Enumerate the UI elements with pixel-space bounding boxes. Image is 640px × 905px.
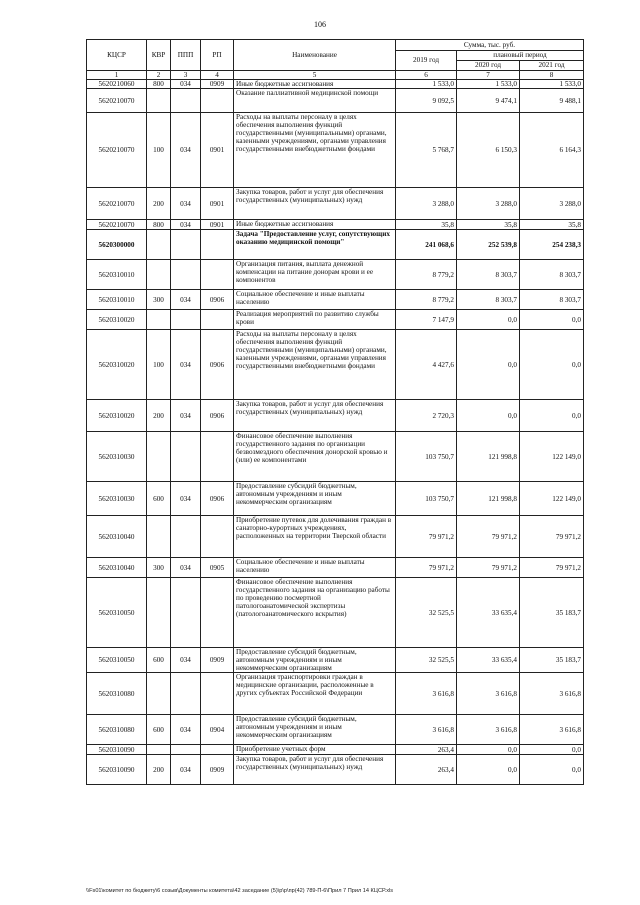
value-2021-cell: 35 183,7 [520,578,584,648]
value-2021-cell: 1 533,0 [520,80,584,89]
name-cell: Предоставление субсидий бюджетным, автономным учреждениям и иным некоммерческим организациям [234,648,396,673]
header-kcsr: КЦСР [87,40,147,71]
ppp-cell: 034 [171,755,201,785]
table-row [87,330,584,400]
value-2021-cell: 8 303,7 [520,290,584,310]
kcsr-cell: 5620210070 [87,89,147,113]
value-2021-cell: 0,0 [520,755,584,785]
column-number-row [87,71,584,80]
name-cell: Финансовое обеспечение выполнения государственного задания на организацию работы по проведению посмертной патологоанатомической экспертизы (патологоанатомического вскрытия) [234,578,396,648]
rp-cell: 0909 [201,755,234,785]
column-number: 4 [201,71,234,80]
table-row [87,755,584,785]
value-2020-cell: 79 971,2 [457,516,520,558]
kvr-cell [147,673,171,715]
name-cell: Приобретение учетных форм [234,745,396,755]
value-2020-cell: 6 150,3 [457,113,520,188]
kvr-cell: 300 [147,290,171,310]
name-cell: Оказание паллиативной медицинской помощи [234,89,396,113]
kvr-cell: 600 [147,482,171,516]
header-name: Наименование [234,40,396,71]
rp-cell: 0901 [201,188,234,220]
name-cell: Приобретение путевок для долечивания граждан в санаторно-курортных учреждениях, расположенных на территории Тверской области [234,516,396,558]
value-2020-cell: 9 474,1 [457,89,520,113]
kcsr-cell: 5620310040 [87,516,147,558]
value-2020-cell: 252 539,8 [457,230,520,260]
rp-cell [201,310,234,330]
table-body [87,80,584,785]
column-number: 6 [396,71,457,80]
rp-cell [201,432,234,482]
value-2019-cell: 241 068,6 [396,230,457,260]
rp-cell [201,578,234,648]
kvr-cell [147,516,171,558]
ppp-cell: 034 [171,188,201,220]
name-cell: Финансовое обеспечение выполнения государственного задания по организации безвозмездного обеспечения донорской кровью и (или) ее компонентами [234,432,396,482]
header-sum: Сумма, тыс. руб. [396,40,584,51]
value-2021-cell: 35 183,7 [520,648,584,673]
kcsr-cell: 5620310030 [87,432,147,482]
table-header [87,40,584,80]
table-row [87,516,584,558]
value-2020-cell: 1 533,0 [457,80,520,89]
value-2020-cell: 0,0 [457,745,520,755]
kcsr-cell: 5620310090 [87,755,147,785]
table-row [87,80,584,89]
rp-cell: 0906 [201,330,234,400]
value-2019-cell: 263,4 [396,755,457,785]
value-2020-cell: 33 635,4 [457,578,520,648]
value-2019-cell: 9 092,5 [396,89,457,113]
value-2019-cell: 3 616,8 [396,673,457,715]
value-2021-cell: 254 238,3 [520,230,584,260]
kcsr-cell: 5620310080 [87,715,147,745]
name-cell: Организация питания, выплата денежной компенсации на питание донорам крови и ее компонентов [234,260,396,290]
footer-file-path: \\Fs01\комитет по бюджету\6 созыв\Документы комитета\42 заседание (5)\р\р\пр(42) 789-П-6\Прил 7 Прил 14 КЦСР.xls [86,888,394,894]
header-2019: 2019 год [396,51,457,71]
value-2021-cell: 8 303,7 [520,260,584,290]
value-2019-cell: 263,4 [396,745,457,755]
value-2021-cell: 79 971,2 [520,516,584,558]
header-ppp: ППП [171,40,201,71]
ppp-cell: 034 [171,482,201,516]
value-2021-cell: 0,0 [520,400,584,432]
value-2021-cell: 79 971,2 [520,558,584,578]
kcsr-cell: 5620310090 [87,745,147,755]
column-number: 3 [171,71,201,80]
header-2021: 2021 год [520,61,584,71]
ppp-cell [171,578,201,648]
name-cell: Социальное обеспечение и иные выплаты населению [234,290,396,310]
kcsr-cell: 5620210070 [87,220,147,230]
ppp-cell: 034 [171,80,201,89]
table-row [87,558,584,578]
name-cell: Предоставление субсидий бюджетным, автономным учреждениям и иным некоммерческим организациям [234,715,396,745]
value-2020-cell: 8 303,7 [457,290,520,310]
kcsr-cell: 5620310020 [87,330,147,400]
kvr-cell: 300 [147,558,171,578]
value-2020-cell: 121 998,8 [457,432,520,482]
value-2019-cell: 1 533,0 [396,80,457,89]
rp-cell: 0909 [201,80,234,89]
table-row [87,400,584,432]
kvr-cell [147,310,171,330]
value-2020-cell: 35,8 [457,220,520,230]
kvr-cell: 200 [147,188,171,220]
value-2021-cell: 3 616,8 [520,715,584,745]
name-cell: Предоставление субсидий бюджетным, автономным учреждениям и иным некоммерческим организациям [234,482,396,516]
rp-cell [201,230,234,260]
kvr-cell: 800 [147,80,171,89]
rp-cell: 0909 [201,648,234,673]
kcsr-cell: 5620310010 [87,260,147,290]
table-row [87,745,584,755]
value-2021-cell: 9 488,1 [520,89,584,113]
budget-table [86,39,584,785]
value-2020-cell: 0,0 [457,330,520,400]
ppp-cell [171,745,201,755]
header-planned-period: плановый период [457,51,584,61]
rp-cell: 0906 [201,290,234,310]
kvr-cell [147,260,171,290]
rp-cell: 0901 [201,220,234,230]
rp-cell: 0906 [201,400,234,432]
kvr-cell [147,578,171,648]
kcsr-cell: 5620310010 [87,290,147,310]
ppp-cell [171,432,201,482]
value-2020-cell: 0,0 [457,400,520,432]
value-2019-cell: 103 750,7 [396,482,457,516]
ppp-cell [171,89,201,113]
value-2019-cell: 32 525,5 [396,648,457,673]
value-2021-cell: 3 616,8 [520,673,584,715]
ppp-cell: 034 [171,220,201,230]
column-number: 5 [234,71,396,80]
kvr-cell [147,230,171,260]
name-cell: Закупка товаров, работ и услуг для обеспечения государственных (муниципальных) нужд [234,188,396,220]
kvr-cell: 600 [147,648,171,673]
value-2021-cell: 122 149,0 [520,432,584,482]
kvr-cell: 200 [147,755,171,785]
table-row [87,432,584,482]
name-cell: Закупка товаров, работ и услуг для обеспечения государственных (муниципальных) нужд [234,400,396,432]
value-2019-cell: 8 779,2 [396,290,457,310]
kvr-cell: 100 [147,330,171,400]
value-2020-cell: 3 288,0 [457,188,520,220]
kcsr-cell: 5620210070 [87,113,147,188]
table-row [87,220,584,230]
kcsr-cell: 5620310020 [87,400,147,432]
table-row [87,260,584,290]
table-row [87,482,584,516]
kvr-cell [147,89,171,113]
kcsr-cell: 5620210070 [87,188,147,220]
kcsr-cell: 5620310040 [87,558,147,578]
kvr-cell: 800 [147,220,171,230]
rp-cell [201,260,234,290]
ppp-cell [171,673,201,715]
kcsr-cell: 5620310050 [87,578,147,648]
table-row [87,89,584,113]
kcsr-cell: 5620310030 [87,482,147,516]
ppp-cell [171,516,201,558]
ppp-cell: 034 [171,648,201,673]
column-number: 1 [87,71,147,80]
header-rp: РП [201,40,234,71]
ppp-cell [171,260,201,290]
rp-cell: 0904 [201,715,234,745]
ppp-cell [171,230,201,260]
table-row [87,673,584,715]
value-2019-cell: 4 427,6 [396,330,457,400]
ppp-cell: 034 [171,113,201,188]
table-row [87,290,584,310]
ppp-cell [171,310,201,330]
table-row [87,715,584,745]
kcsr-cell: 5620300000 [87,230,147,260]
kcsr-cell: 5620210060 [87,80,147,89]
kvr-cell: 600 [147,715,171,745]
name-cell: Расходы на выплаты персоналу в целях обеспечения выполнения функций государственными (муниципальными) органами, казенными учреждениями, органами управления государственными внебюджетными фондами [234,113,396,188]
value-2021-cell: 35,8 [520,220,584,230]
rp-cell: 0906 [201,482,234,516]
value-2019-cell: 2 720,3 [396,400,457,432]
rp-cell: 0901 [201,113,234,188]
value-2020-cell: 33 635,4 [457,648,520,673]
value-2021-cell: 0,0 [520,745,584,755]
rp-cell [201,89,234,113]
value-2019-cell: 5 768,7 [396,113,457,188]
value-2019-cell: 7 147,9 [396,310,457,330]
rp-cell [201,673,234,715]
value-2020-cell: 3 616,8 [457,715,520,745]
kvr-cell [147,432,171,482]
value-2021-cell: 0,0 [520,330,584,400]
value-2019-cell: 79 971,2 [396,516,457,558]
value-2019-cell: 79 971,2 [396,558,457,578]
table-row [87,578,584,648]
kcsr-cell: 5620310020 [87,310,147,330]
value-2019-cell: 8 779,2 [396,260,457,290]
value-2020-cell: 121 998,8 [457,482,520,516]
value-2020-cell: 3 616,8 [457,673,520,715]
name-cell: Организация транспортировки граждан в медицинские организации, расположенные в других субъектах Российской Федерации [234,673,396,715]
name-cell: Закупка товаров, работ и услуг для обеспечения государственных (муниципальных) нужд [234,755,396,785]
name-cell: Расходы на выплаты персоналу в целях обеспечения выполнения функций государственными (муниципальными) органами, казенными учреждениями, органами управления государственными внебюджетными фондами [234,330,396,400]
column-number: 8 [520,71,584,80]
rp-cell: 0905 [201,558,234,578]
value-2020-cell: 0,0 [457,755,520,785]
kcsr-cell: 5620310050 [87,648,147,673]
ppp-cell: 034 [171,558,201,578]
name-cell: Иные бюджетные ассигнования [234,80,396,89]
value-2021-cell: 6 164,3 [520,113,584,188]
ppp-cell: 034 [171,715,201,745]
value-2021-cell: 3 288,0 [520,188,584,220]
value-2019-cell: 35,8 [396,220,457,230]
table-row [87,230,584,260]
header-kvr: КВР [147,40,171,71]
value-2021-cell: 0,0 [520,310,584,330]
kvr-cell: 200 [147,400,171,432]
table-row [87,310,584,330]
ppp-cell: 034 [171,330,201,400]
column-number: 7 [457,71,520,80]
column-number: 2 [147,71,171,80]
name-cell: Задача "Предоставление услуг, сопутствующих оказанию медицинской помощи" [234,230,396,260]
value-2019-cell: 103 750,7 [396,432,457,482]
name-cell: Социальное обеспечение и иные выплаты населению [234,558,396,578]
value-2020-cell: 8 303,7 [457,260,520,290]
rp-cell [201,745,234,755]
name-cell: Иные бюджетные ассигнования [234,220,396,230]
page-number: 106 [314,20,326,29]
value-2019-cell: 32 525,5 [396,578,457,648]
kvr-cell [147,745,171,755]
ppp-cell: 034 [171,400,201,432]
kcsr-cell: 5620310080 [87,673,147,715]
table-row [87,648,584,673]
table-row [87,113,584,188]
rp-cell [201,516,234,558]
ppp-cell: 034 [171,290,201,310]
table-row [87,188,584,220]
value-2019-cell: 3 616,8 [396,715,457,745]
header-2020: 2020 год [457,61,520,71]
value-2021-cell: 122 149,0 [520,482,584,516]
value-2019-cell: 3 288,0 [396,188,457,220]
value-2020-cell: 79 971,2 [457,558,520,578]
name-cell: Реализация мероприятий по развитию службы крови [234,310,396,330]
kvr-cell: 100 [147,113,171,188]
value-2020-cell: 0,0 [457,310,520,330]
